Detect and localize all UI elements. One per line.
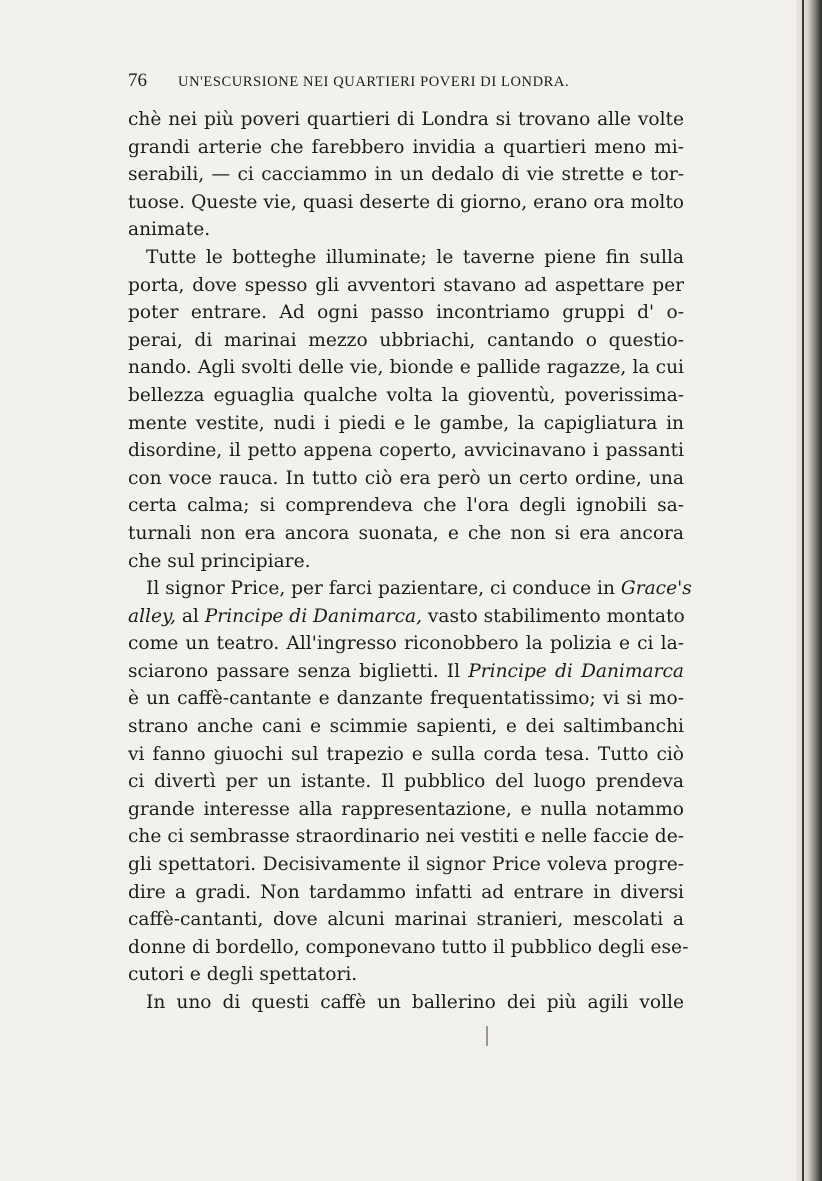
text-line xyxy=(128,603,684,631)
text-line: porta, dove spesso gli avventori stavano ad aspettare per xyxy=(128,274,684,296)
text-line: cutori e degli spettatori. xyxy=(128,964,358,986)
text-line: vi fanno giuochi sul trapezio e sulla corda tesa. Tutto ciò xyxy=(128,743,684,765)
page-binding-line xyxy=(802,0,804,1181)
print-mark xyxy=(486,1026,488,1046)
italic-text: Grace's xyxy=(620,578,692,600)
text-line xyxy=(128,575,692,603)
text-line: mente vestite, nudi i piedi e le gambe, la capigliatura in xyxy=(128,412,684,434)
text-line: grandi arterie che farebbero invidia a quartieri meno mi- xyxy=(128,136,684,158)
text-line: strano anche cani e scimmie sapienti, e dei saltimbanchi xyxy=(128,716,684,738)
text-line: perai, di marinai mezzo ubbriachi, cantando o questio- xyxy=(128,329,684,351)
text-line: che ci sembrasse straordinario nei vestiti e nelle faccie de- xyxy=(128,826,684,848)
text-line: è un caffè-cantante e danzante frequentatissimo; vi si mo- xyxy=(128,688,684,710)
italic-text: alley, xyxy=(128,605,176,627)
text-line xyxy=(128,658,684,686)
text-line: grande interesse alla rappresentazione, e nulla notammo xyxy=(128,798,684,820)
page-header xyxy=(128,70,688,92)
page-number: 76 xyxy=(128,70,147,91)
text-line: donne di bordello, componevano tutto il pubblico degli ese- xyxy=(128,936,689,958)
text-line: nando. Agli svolti delle vie, bionde e pallide ragazze, la cui xyxy=(128,357,684,379)
text-line: disordine, il petto appena coperto, avvicinavano i passanti xyxy=(128,440,684,462)
text-run: sciarono passare senza biglietti. Il xyxy=(128,660,469,682)
text-run: vasto stabilimento montato xyxy=(421,605,685,627)
italic-text: Principe di Danimarca, xyxy=(204,605,422,627)
running-head: UN'ESCURSIONE NEI QUARTIERI POVERI DI LONDRA. xyxy=(178,74,570,90)
text-line: chè nei più poveri quartieri di Londra si trovano alle volte xyxy=(128,109,684,130)
text-line: certa calma; si comprendeva che l'ora degli ignobili sa- xyxy=(128,495,684,517)
text-run: Il signor Price, per farci pazientare, ci conduce in xyxy=(146,578,621,600)
text-line: che sul principiare. xyxy=(128,550,311,572)
text-line: tuose. Queste vie, quasi deserte di giorno, erano ora molto xyxy=(128,191,684,213)
text-line: poter entrare. Ad ogni passo incontriamo gruppi d' o- xyxy=(128,302,684,324)
text-line: turnali non era ancora suonata, e che non si era ancora xyxy=(128,522,684,544)
text-line: dire a gradi. Non tardammo infatti ad entrare in diversi xyxy=(128,881,684,903)
text-line: caffè-cantanti, dove alcuni marinai stranieri, mescolati a xyxy=(128,909,684,931)
page-binding-edge xyxy=(796,0,822,1181)
italic-text: Principe di Danimarca xyxy=(468,660,684,682)
text-line: come un teatro. All'ingresso riconobbero la polizia e ci la- xyxy=(128,633,684,655)
body-text xyxy=(128,106,692,1017)
text-line: In uno di questi caffè un ballerino dei più agili volle xyxy=(146,992,684,1013)
text-line: serabili, — ci cacciammo in un dedalo di vie strette e tor- xyxy=(128,164,684,186)
text-line: Tutte le botteghe illuminate; le taverne piene fin sulla xyxy=(146,246,684,268)
text-line: bellezza eguaglia qualche volta la gioventù, poverissima- xyxy=(128,384,684,406)
text-line: gli spettatori. Decisivamente il signor Price voleva progre- xyxy=(128,854,684,876)
text-line: con voce rauca. In tutto ciò era però un certo ordine, una xyxy=(128,467,684,489)
text-line: animate. xyxy=(128,219,211,241)
text-line: ci divertì per un istante. Il pubblico del luogo prendeva xyxy=(128,771,684,793)
text-run: al xyxy=(175,605,205,627)
